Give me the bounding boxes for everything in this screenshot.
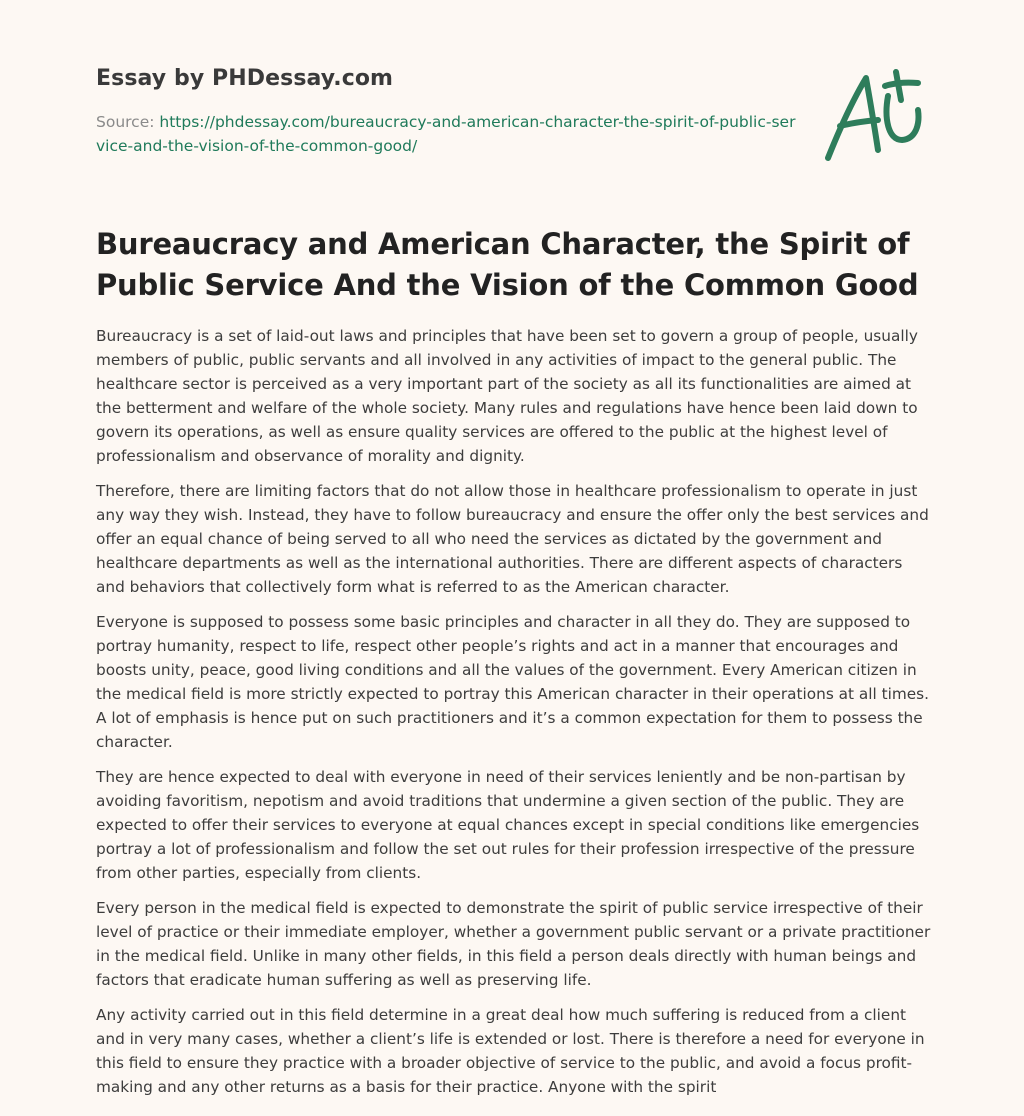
paragraph: Every person in the medical field is expected to demonstrate the spirit of public service irrespective of their level of practice or their immediate employer, whether a government public servant or a private practitioner in the medical field. Unlike in many other fields, in this field a person deals directly with human beings and factors that eradicate human suffering as well as preserving life. (96, 899, 931, 989)
source-label: Source: (96, 113, 155, 131)
essay-title: Bureaucracy and American Character, the Spirit of Public Service And the Vision of the Common Good (96, 227, 919, 302)
paragraph: Everyone is supposed to possess some basic principles and character in all they do. They are supposed to portray humanity, respect to life, respect other people’s rights and act in a manner that encourages and boosts unity, peace, good living conditions and all the values of the government. Every American citizen in the medical field is more strictly expected to portray this American character in their operations at all times. A lot of emphasis is hence put on such practitioners and it’s a common expectation for them to possess the character. (96, 613, 930, 751)
site-title: Essay by PHDessay.com (96, 66, 394, 91)
paragraph: Any activity carried out in this field determine in a great deal how much suffering is reduced from a client and in very many cases, whether a client’s life is extended or lost. There is therefore a need for everyone in this field to ensure they practice with a broader objective of service to the public, and avoid a focus profit-making and any other returns as a basis for their practice. Anyone with the spirit (96, 1006, 925, 1096)
paragraph: Bureaucracy is a set of laid-out laws and principles that have been set to govern a group of people, usually members of public, public servants and all involved in any activities of impact to the general public. The healthcare sector is perceived as a very important part of the society as all its functionalities are aimed at the betterment and welfare of the whole society. Many rules and regulations have hence been laid down to govern its operations, as well as ensure quality services are offered to the public at the highest level of professionalism and observance of morality and dignity. (96, 327, 918, 465)
source-link[interactable]: https://phdessay.com/bureaucracy-and-american-character-the-spirit-of-public-service-and-the-vision-of-the-common-good/ (96, 113, 796, 155)
essay-body (96, 324, 932, 1110)
paragraph: They are hence expected to deal with everyone in need of their services leniently and be non-partisan by avoiding favoritism, nepotism and avoid traditions that undermine a given section of the public. They are expected to offer their services to everyone at equal chances except in special conditions like emergencies portray a lot of professionalism and follow the set out rules for their profession irrespective of the pressure from other parties, especially from clients. (96, 768, 920, 882)
paragraph: Therefore, there are limiting factors that do not allow those in healthcare professionalism to operate in just any way they wish. Instead, they have to follow bureaucracy and ensure the offer only the best services and offer an equal chance of being served to all who need the services as dictated by the government and healthcare departments as well as the international authorities. There are different aspects of characters and behaviors that collectively form what is referred to as the American character. (96, 482, 929, 596)
a-plus-grade-icon (822, 66, 932, 170)
source-line (96, 110, 796, 158)
